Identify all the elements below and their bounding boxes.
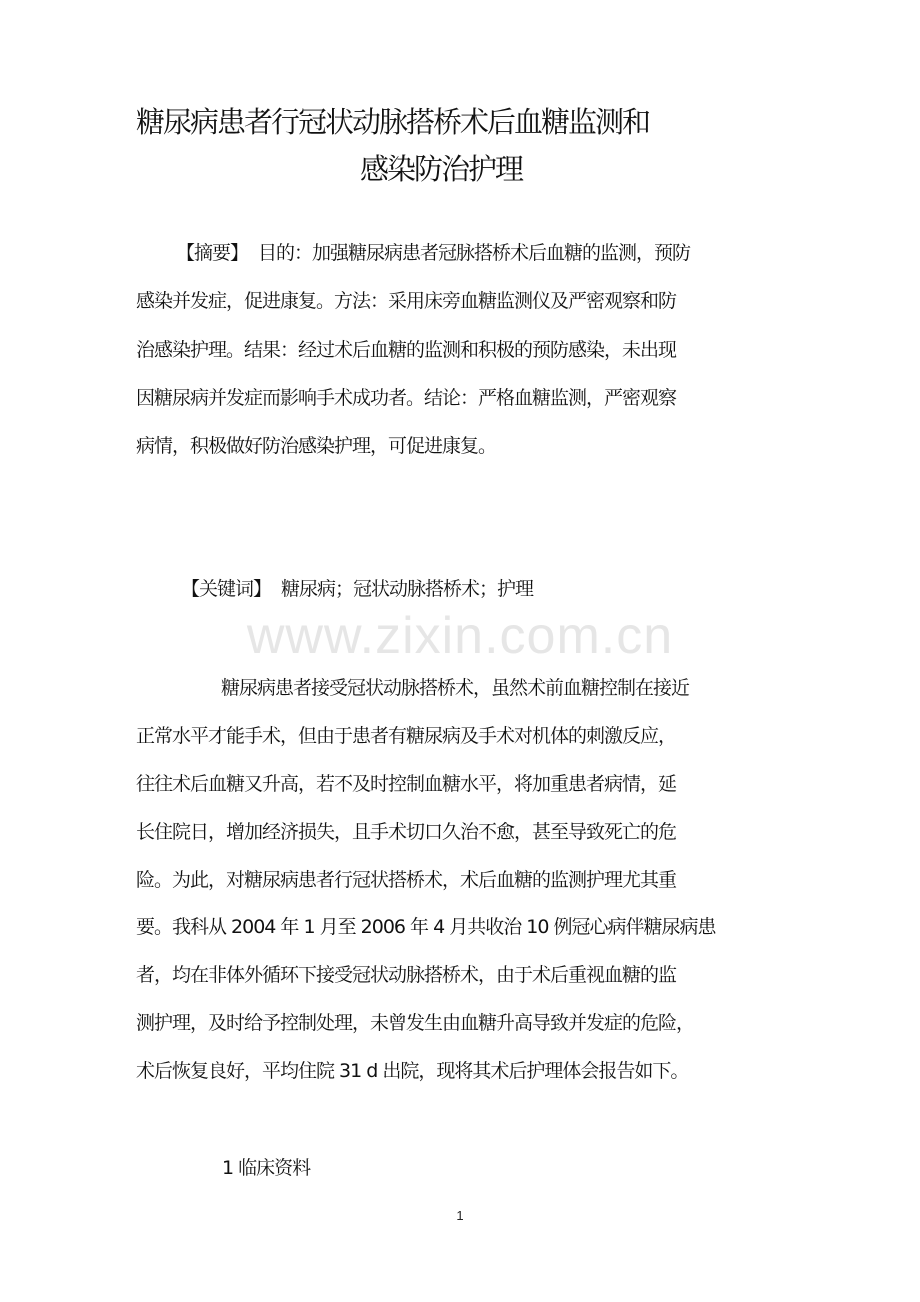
- body-line-5: 险。为此，对糖尿病患者行冠状搭桥术，术后血糖的监测护理尤其重: [136, 869, 677, 891]
- body-line-3: 往往术后血糖又升高，若不及时控制血糖水平，将加重患者病情，延: [136, 773, 677, 795]
- page-number: 1: [456, 1208, 464, 1223]
- abstract-line-5: 病情，积极做好防治感染护理，可促进康复。: [136, 435, 497, 457]
- body-line-2: 正常水平才能手术，但由于患者有糖尿病及手术对机体的刺激反应，: [136, 725, 677, 747]
- body-line-6: 要。我科从 2004 年 1 月至 2006 年 4 月共收治 10 例冠心病伴糖尿病患: [136, 916, 716, 938]
- abstract-label: 【摘要】: [176, 242, 249, 264]
- body-line-8: 测护理，及时给予控制处理，未曾发生由血糖升高导致并发症的危险，: [136, 1012, 695, 1034]
- abstract-line-3: 治感染护理。结果：经过术后血糖的监测和积极的预防感染，未出现: [136, 339, 677, 361]
- abstract-line-2: 感染并发症，促进康复。方法：采用床旁血糖监测仪及严密观察和防: [136, 290, 677, 312]
- abstract-line-1: [176, 239, 690, 267]
- keywords-label: 【关键词】: [181, 578, 272, 600]
- body-line-4: 长住院日，增加经济损失，且手术切口久治不愈，甚至导致死亡的危: [136, 821, 677, 843]
- section-heading: 1 临床资料: [222, 1157, 311, 1179]
- document-title-line-1: 糖尿病患者行冠状动脉搭桥术后血糖监测和: [136, 105, 650, 139]
- abstract-text: 目的：加强糖尿病患者冠脉搭桥术后血糖的监测，预防: [258, 242, 691, 264]
- watermark: www.zixin.com.cn: [246, 607, 674, 665]
- keywords-line: [181, 575, 533, 603]
- body-line-9: 术后恢复良好，平均住院 31 d 出院，现将其术后护理体会报告如下。: [136, 1060, 689, 1082]
- body-line-7: 者，均在非体外循环下接受冠状动脉搭桥术，由于术后重视血糖的监: [136, 964, 677, 986]
- body-line-1: 糖尿病患者接受冠状动脉搭桥术，虽然术前血糖控制在接近: [221, 677, 690, 699]
- document-title-line-2: 感染防治护理: [360, 152, 523, 186]
- keywords-text: 糖尿病；冠状动脉搭桥术；护理: [281, 578, 534, 600]
- abstract-line-4: 因糖尿病并发症而影响手术成功者。结论：严格血糖监测，严密观察: [136, 387, 677, 409]
